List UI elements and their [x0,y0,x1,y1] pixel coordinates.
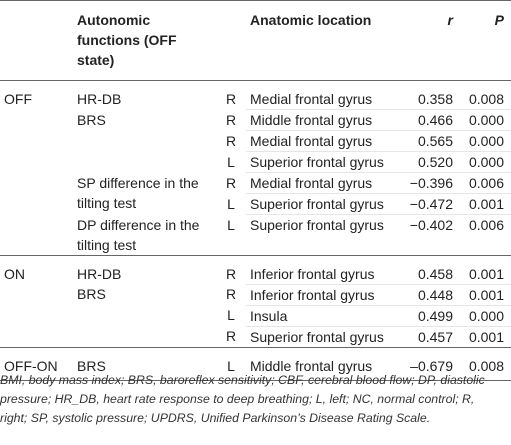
cell-location: Insula [246,305,394,326]
table-footnote: BMI, body mass index; BRS, baroreflex sensitivity; CBF, cerebral blood flow; DP, diastolic pressure; HR_DB, heart rate response to deep breathing; L, left; NC, normal control; R, right; SP, systolic pressure; UPDRS, Unified Parkinson’s Disease Rating Scale. [0,373,485,425]
cell-side: R [225,132,237,149]
cell-location: Medial frontal gyrus [246,173,394,194]
cell-location: Medial frontal gyrus [246,131,394,152]
table-row [0,131,511,152]
cell-function: SP difference in the tilting test [77,174,199,211]
cell-side: R [225,286,237,302]
table-body [0,81,511,381]
header-row [0,1,511,81]
header-r: r [394,1,457,81]
cell-p: 0.006 [457,173,511,194]
table-row [0,81,511,110]
cell-function: HR-DB [77,91,122,107]
table-header [0,1,511,81]
cell-side: R [225,265,237,282]
cell-p: 0.000 [457,305,511,326]
cell-function: HR-DB [77,265,122,282]
cell-condition: OFF-ON [0,347,73,380]
cell-side: R [216,326,246,347]
cell-location: Superior frontal gyrus [246,152,394,173]
cell-p: 0.001 [457,326,511,347]
cell-r: −0.472 [394,194,457,215]
cell-r: 0.499 [394,305,457,326]
table-row [0,255,511,284]
cell-side: R [225,111,237,128]
cell-r: 0.565 [394,131,457,152]
cell-condition [0,305,73,326]
cell-side: L [216,215,246,256]
cell-location: Medial frontal gyrus [246,81,394,110]
cell-location: Inferior frontal gyrus [246,284,394,305]
table-row [0,173,511,194]
cell-condition [0,110,73,131]
cell-function [73,131,216,152]
cell-r: −0.396 [394,173,457,194]
cell-condition [0,173,73,194]
cell-location: Middle frontal gyrus [246,110,394,131]
cell-r: 0.358 [394,81,457,110]
cell-location: Superior frontal gyrus [246,215,394,256]
header-autonomic-functions: Autonomic functions (OFF state) [73,1,216,81]
cell-function: DP difference in the tilting test [73,215,216,256]
table-row [0,284,511,305]
table-row [0,305,511,326]
cell-p: 0.000 [457,131,511,152]
table-row [0,215,511,256]
cell-p: 0.008 [457,347,511,380]
cell-r: 0.448 [394,284,457,305]
cell-p: 0.000 [457,110,511,131]
cell-condition [0,131,73,152]
cell-function: BRS [77,286,106,302]
cell-side: L [227,153,235,170]
table-row [0,152,511,173]
cell-function [73,326,216,347]
cell-p: 0.001 [457,284,511,305]
cell-condition [0,194,73,215]
cell-function: BRS [77,111,106,128]
cell-p: 0.000 [457,152,511,173]
cell-location: Superior frontal gyrus [246,194,394,215]
header-anatomic-location: Anatomic location [246,1,394,81]
cell-location: Superior frontal gyrus [246,326,394,347]
cell-side: R [225,91,237,107]
cell-r: 0.458 [394,255,457,284]
cell-location: Middle frontal gyrus [246,347,394,380]
cell-p: 0.006 [457,215,511,256]
cell-condition [0,215,73,256]
cell-condition: OFF [4,91,32,107]
cell-side: L [227,195,235,212]
cell-r: 0.466 [394,110,457,131]
cell-function [73,152,216,173]
cell-r: 0.457 [394,326,457,347]
cell-condition: ON [4,265,25,282]
header-p: P [457,1,511,81]
cell-condition [0,284,73,305]
cell-r: –0.679 [394,347,457,380]
cell-r: −0.402 [394,215,457,256]
cell-location: Inferior frontal gyrus [246,255,394,284]
cell-p: 0.001 [457,255,511,284]
header-condition [0,1,73,81]
cell-function: BRS [73,347,216,380]
table-row [0,326,511,347]
table-row [0,110,511,131]
cell-r: 0.520 [394,152,457,173]
cell-condition [0,326,73,347]
cell-p: 0.001 [457,194,511,215]
cell-condition [0,152,73,173]
cell-p: 0.008 [457,81,511,110]
cell-function [73,305,216,326]
cell-side: L [227,307,235,323]
cell-side: L [216,347,246,380]
header-side [216,1,246,81]
cell-side: R [225,174,237,191]
